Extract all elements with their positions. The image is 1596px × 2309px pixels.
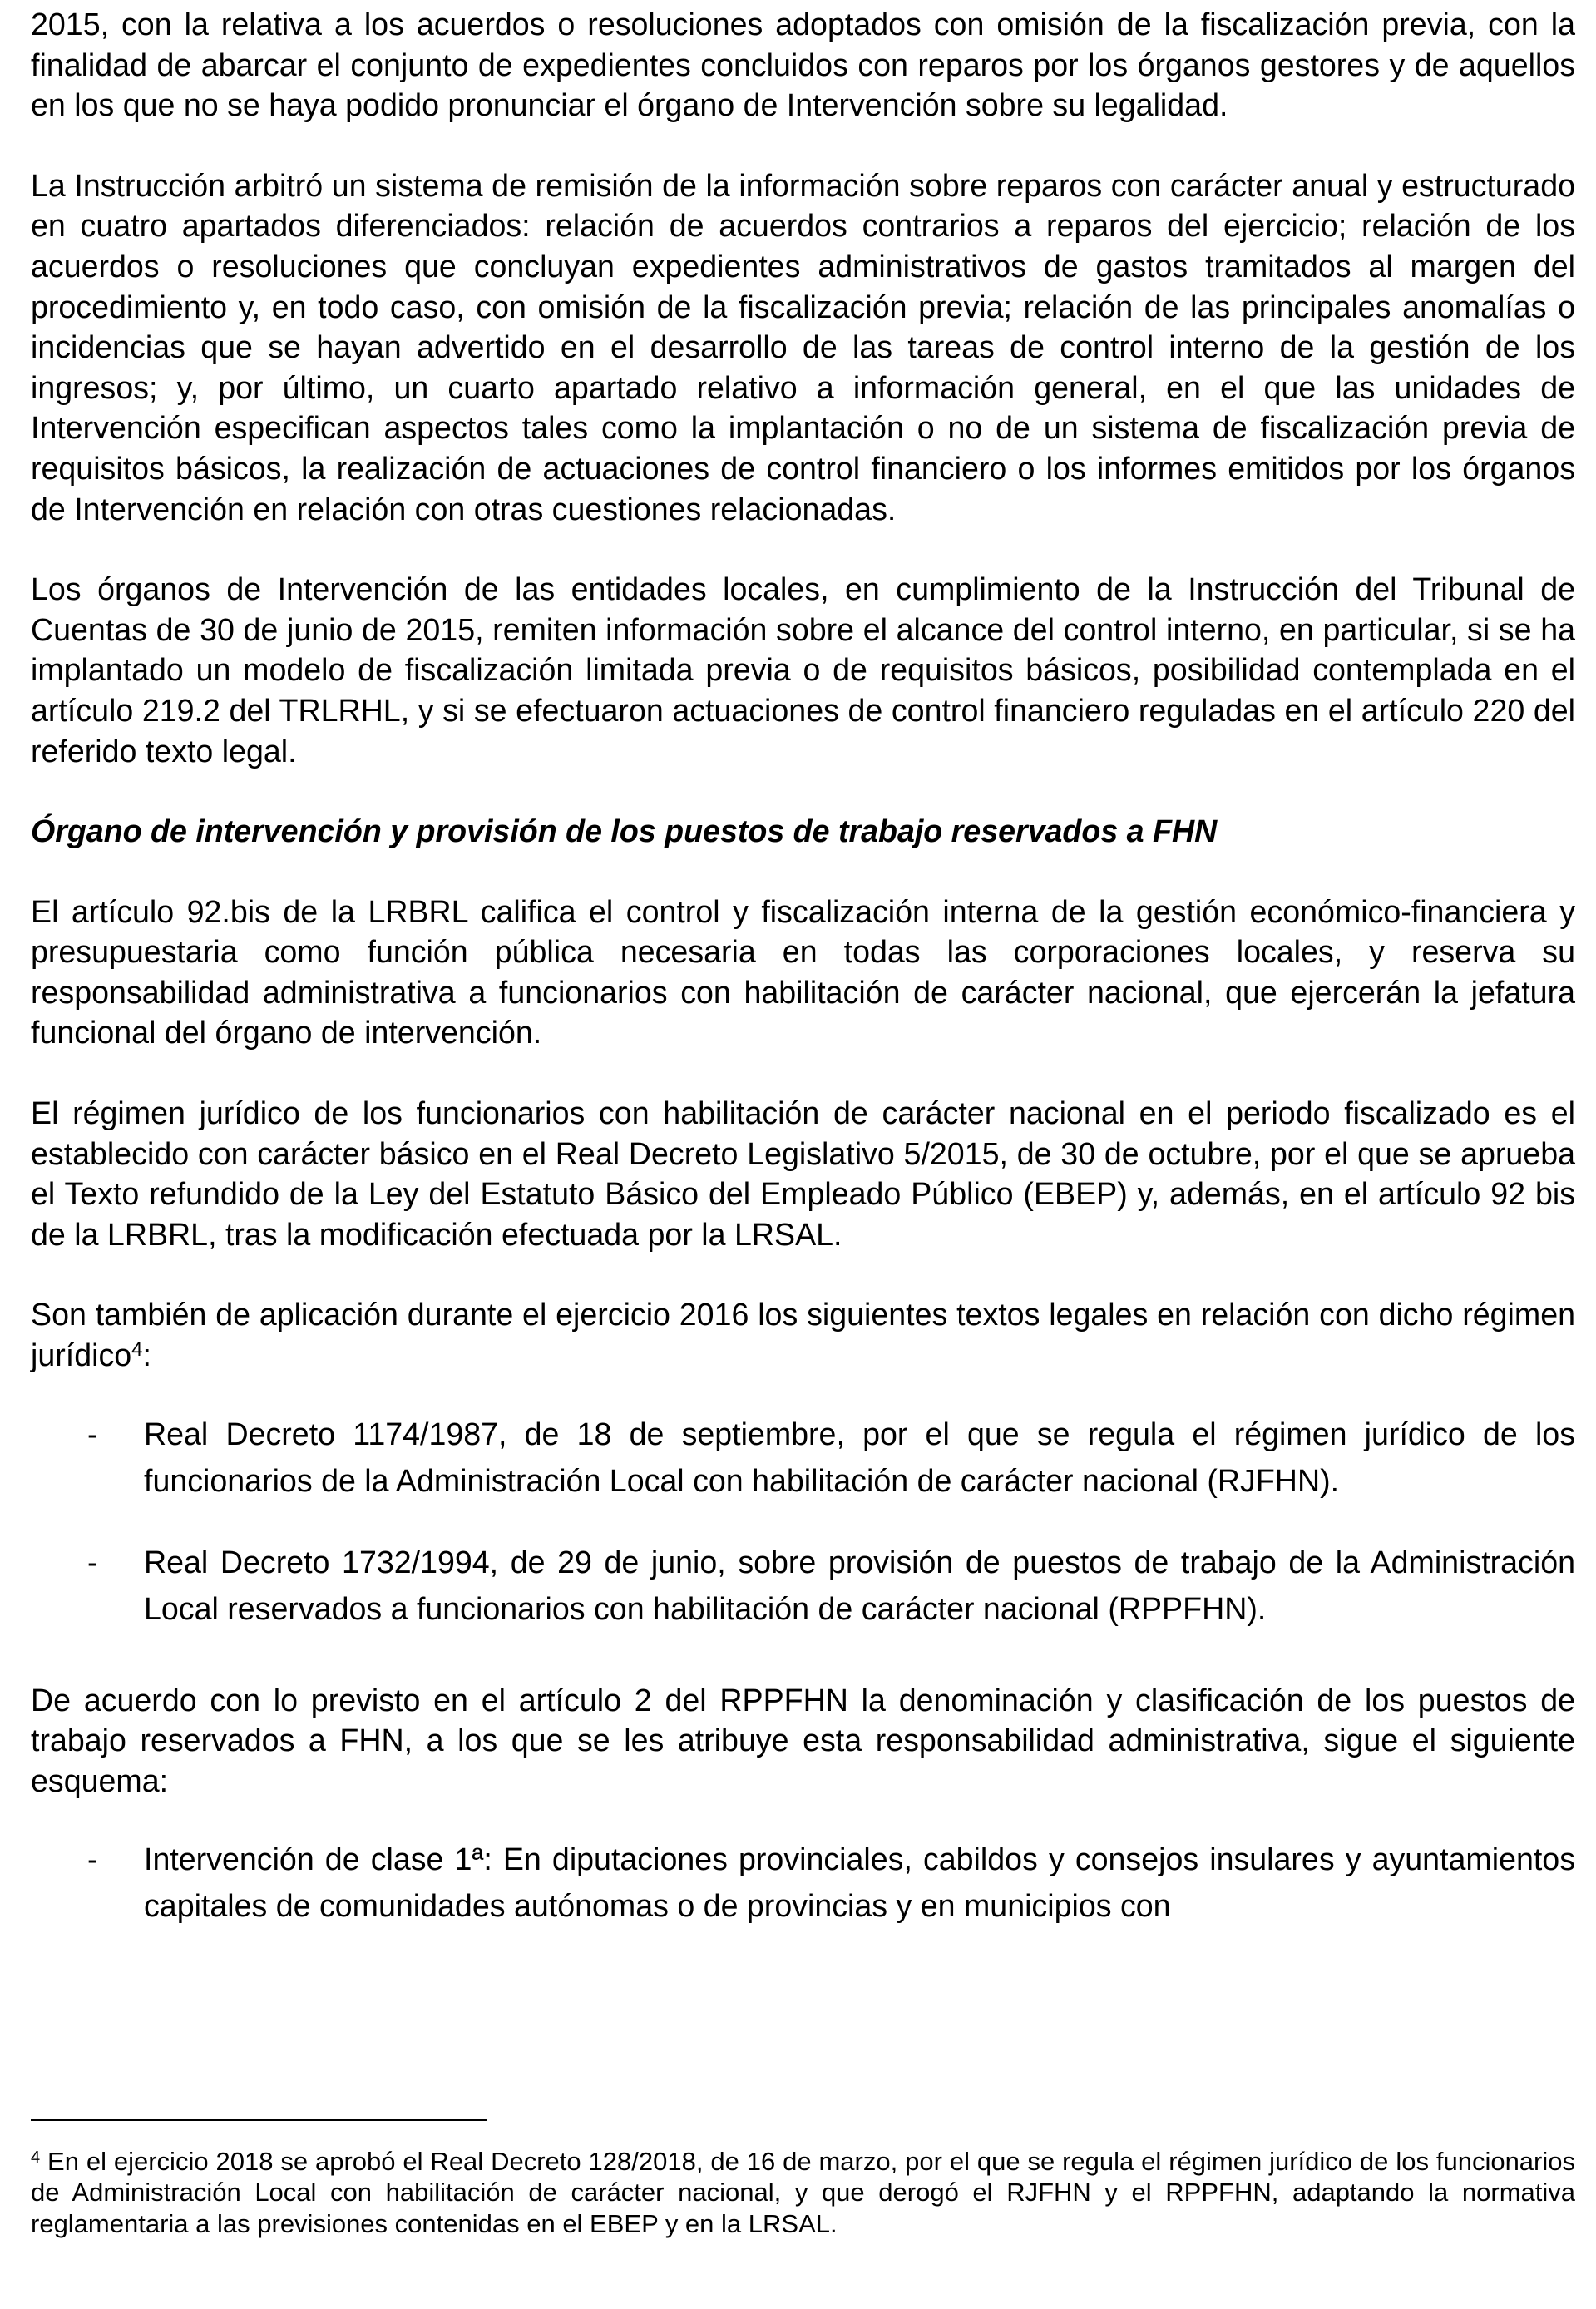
list-item-rppfhn	[31, 1539, 1575, 1632]
classification-list	[31, 1836, 1575, 1929]
footnote-text: En el ejercicio 2018 se aprobó el Real Decreto 128/2018, de 16 de marzo, por el que se regula el régimen jurídico de los funcionarios de Administración Local con habilitación de carácter nacional, y que derogó el RJFHN y el RPPFHN, adaptando la normativa reglamentaria a las previsiones contenidas en el EBEP y en la LRSAL.	[31, 2147, 1575, 2238]
list-dash: -	[87, 1842, 98, 1877]
list-item-rjfhn	[31, 1411, 1575, 1504]
list-item-text: Real Decreto 1732/1994, de 29 de junio, sobre provisión de puestos de trabajo de la Administración Local reservados a funcionarios con habilitación de carácter nacional (RPPFHN).	[144, 1544, 1575, 1626]
list-dash: -	[87, 1544, 98, 1580]
list-dash: -	[87, 1416, 98, 1451]
footnote-separator	[31, 2119, 487, 2121]
footnote-number: 4	[31, 2148, 41, 2167]
paragraph-textos-legales-text: Son también de aplicación durante el ejercicio 2016 los siguientes textos legales en relación con dicho régimen jurídico	[31, 1297, 1575, 1373]
section-heading: Órgano de intervención y provisión de los puestos de trabajo reservados a FHN	[31, 813, 1218, 849]
list-item-intervencion-clase-1	[31, 1836, 1575, 1929]
paragraph-textos-legales	[31, 1294, 1575, 1375]
footnote-4	[31, 2146, 1575, 2239]
paragraph-regimen-juridico: El régimen jurídico de los funcionarios con habilitación de carácter nacional en el periodo fiscalizado es el establecido con carácter básico en el Real Decreto Legislativo 5/2015, de 30 de octubre, por el que se aprueba el Texto refundido de la Ley del Estatuto Básico del Empleado Público (EBEP) y, además, en el artículo 92 bis de la LRBRL, tras la modificación efectuada por la LRSAL.	[31, 1095, 1575, 1252]
legal-texts-list	[31, 1411, 1575, 1632]
paragraph-articulo-92bis: El artículo 92.bis de la LRBRL califica el control y fiscalización interna de la gestión económico-financiera y presupuestaria como función pública necesaria en todas las corporaciones locales, y reserva su responsabilidad administrativa a funcionarios con habilitación de carácter nacional, que ejercerán la jefatura funcional del órgano de intervención.	[31, 893, 1575, 1051]
paragraph-organos-intervencion: Los órganos de Intervención de las entidades locales, en cumplimiento de la Instrucción del Tribunal de Cuentas de 30 de junio de 2015, remiten información sobre el alcance del control interno, en particular, si se ha implantado un modelo de fiscalización limitada previa o de requisitos básicos, posibilidad contemplada en el artículo 219.2 del TRLRHL, y si se efectuaron actuaciones de control financiero reguladas en el artículo 220 del referido texto legal.	[31, 571, 1575, 769]
paragraph-intro-continuation: 2015, con la relativa a los acuerdos o resoluciones adoptados con omisión de la fiscalización previa, con la finalidad de abarcar el conjunto de expedientes concluidos con reparos por los órganos gestores y de aquellos en los que no se haya podido pronunciar el órgano de Intervención sobre su legalidad.	[31, 7, 1575, 123]
document-body	[31, 4, 1575, 1964]
list-item-text: Intervención de clase 1ª: En diputaciones provinciales, cabildos y consejos insulares y ayuntamientos capitales de comunidades autónomas o de provincias y en municipios con	[144, 1842, 1575, 1924]
paragraph-clasificacion-puestos: De acuerdo con lo previsto en el artículo 2 del RPPFHN la denominación y clasificación de los puestos de trabajo reservados a FHN, a los que se les atribuye esta responsabilidad administrativa, sigue el siguiente esquema:	[31, 1682, 1575, 1798]
footnote-reference-4[interactable]: 4	[131, 1338, 143, 1362]
paragraph-textos-legales-end: :	[142, 1337, 151, 1373]
paragraph-instruccion-sistema: La Instrucción arbitró un sistema de remisión de la información sobre reparos con carácter anual y estructurado en cuatro apartados diferenciados: relación de acuerdos contrarios a reparos del ejercicio; relación de los acuerdos o resoluciones que concluyan expedientes administrativos de gastos tramitados al margen del procedimiento y, en todo caso, con omisión de la fiscalización previa; relación de las principales anomalías o incidencias que se hayan advertido en el desarrollo de las tareas de control interno de la gestión de los ingresos; y, por último, un cuarto apartado relativo a información general, en el que las unidades de Intervención especifican aspectos tales como la implantación o no de un sistema de fiscalización previa de requisitos básicos, la realización de actuaciones de control financiero o los informes emitidos por los órganos de Intervención en relación con otras cuestiones relacionadas.	[31, 167, 1575, 527]
list-item-text: Real Decreto 1174/1987, de 18 de septiembre, por el que se regula el régimen jurídico de los funcionarios de la Administración Local con habilitación de carácter nacional (RJFHN).	[144, 1416, 1575, 1498]
